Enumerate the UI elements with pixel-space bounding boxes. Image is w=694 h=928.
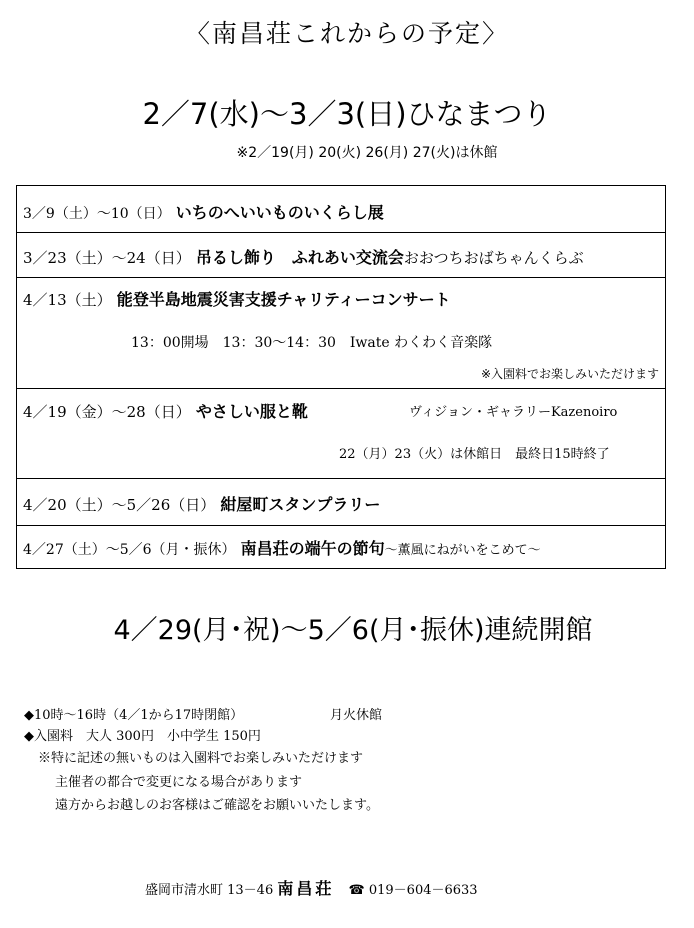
event-date: 4／20（土）～5／26（日） [23, 496, 216, 514]
phone-icon: ☎ [348, 883, 365, 898]
event-name: やさしい服と靴 [195, 402, 308, 421]
hinamatsuri-heading: 2／7(水)～3／3(日)ひなまつり [142, 97, 552, 131]
event-name: 吊るし飾り ふれあい交流会 [195, 248, 404, 267]
admission-note: ※特に記述の無いものは入園料でお楽しみいただけます [38, 751, 364, 766]
closing-note: 22（月）23（火）は休館日 最終日15時終了 [339, 447, 610, 462]
address: 盛岡市清水町 13－46 [145, 883, 274, 898]
visitor-note: 遠方からお越しのお客様はご確認をお願いいたします。 [55, 798, 379, 813]
opening-hours: ◆10時～16時（4／1から17時閉館） [24, 708, 244, 723]
schedule-row [17, 389, 665, 479]
closed-days-note: ※2／19(月) 20(火) 26(月) 27(火)は休館 [236, 145, 498, 161]
event-organizer: ヴィジョン・ギャラリーKazenoiro [409, 405, 618, 420]
event-name: 南昌荘の端午の節句 [240, 539, 385, 558]
closed-days: 月火休館 [330, 708, 383, 723]
event-name: いちのへいいものいくらし展 [175, 203, 384, 222]
schedule-row [17, 526, 665, 568]
schedule-row [17, 479, 665, 526]
entry-note: ※入園料でお楽しみいただけます [480, 367, 659, 381]
schedule-row [17, 278, 665, 389]
schedule-row [17, 186, 665, 233]
event-name: 能登半島地震災害支援チャリティーコンサート [116, 290, 451, 309]
event-date: 3／23（土）～24（日） [23, 249, 191, 267]
event-date: 4／27（土）～5／6（月・振休） [23, 542, 236, 558]
event-date: 4／13（土） [23, 291, 112, 309]
venue-name: 南昌荘 [277, 879, 335, 898]
event-name: 紺屋町スタンプラリー [220, 495, 381, 514]
golden-week-heading: 4／29(月･祝)～5／6(月･振休)連続開館 [113, 615, 593, 646]
event-date: 3／9（土）～10（日） [23, 206, 171, 222]
footer-contact [145, 876, 478, 899]
event-organizer: おおつちおばちゃんくらぶ [403, 249, 584, 267]
schedule-row [17, 233, 665, 278]
event-date: 4／19（金）～28（日） [23, 403, 191, 421]
admission-fees: ◆入園料 大人 300円 小中学生 150円 [24, 729, 261, 744]
change-note: 主催者の都合で変更になる場合があります [55, 775, 303, 790]
schedule-table [16, 185, 666, 569]
event-subtitle: ～薫風にねがいをこめて～ [384, 543, 541, 558]
phone-number: 019－604－6633 [368, 883, 478, 898]
page-title: 〈南昌荘これからの予定〉 [184, 19, 509, 48]
concert-schedule: 13：00開場 13：30～14：30 Iwate わくわく音楽隊 [131, 335, 493, 351]
